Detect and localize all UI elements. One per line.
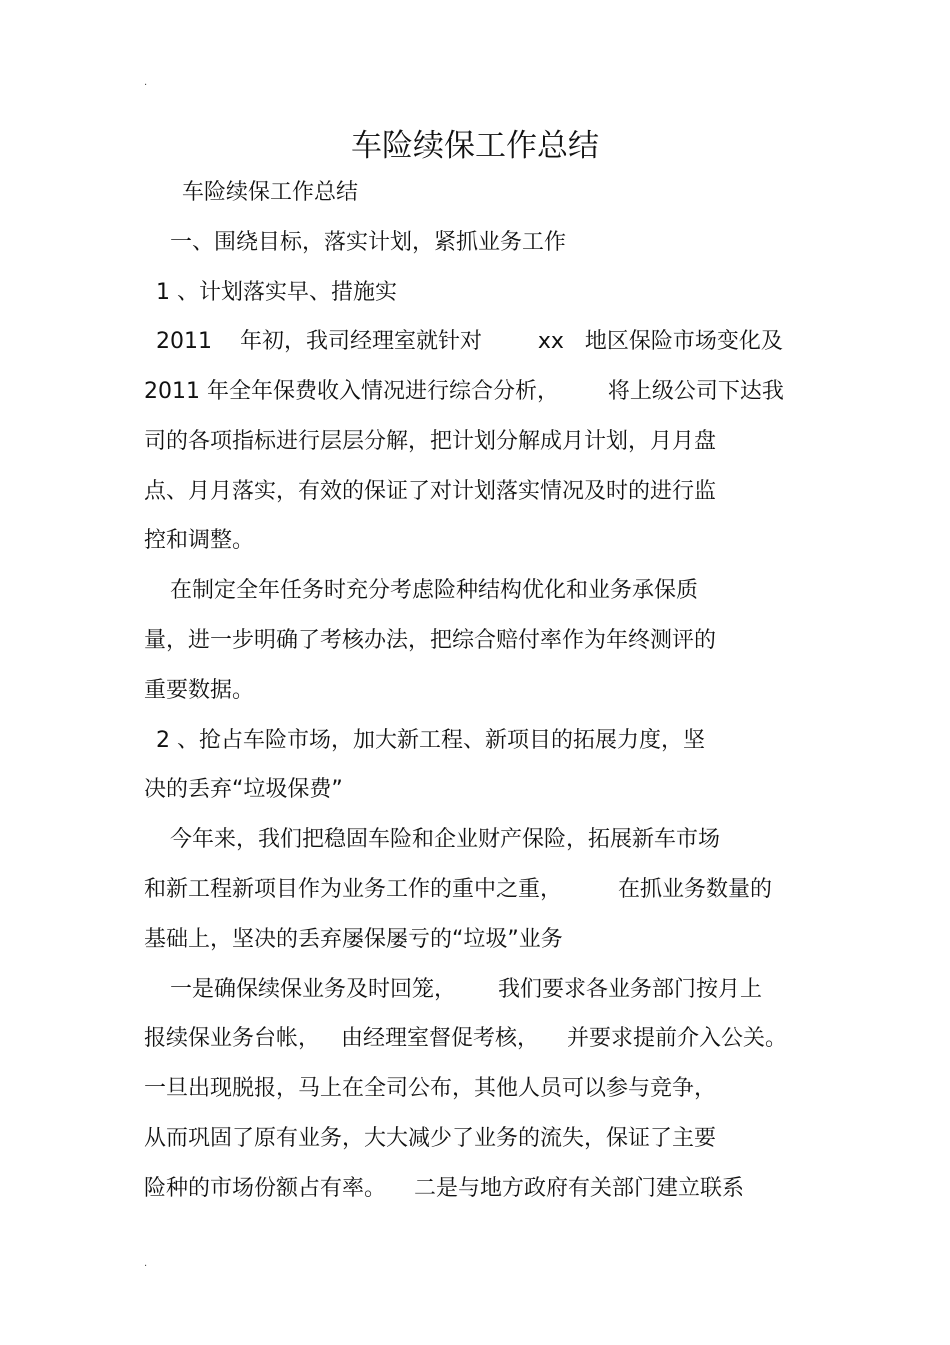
paragraph-line: 控和调整。 [144,528,255,553]
paragraph-line: 2011 年全年保费收入情况进行综合分析， 将上级公司下达我 [144,379,784,404]
paragraph-line: 基础上，坚决的丢弃屡保屡亏的“垃圾”业务 [144,927,563,952]
subheading-2-continued: 决的丢弃“垃圾保费” [144,777,343,802]
paragraph-line: 报续保业务台帐， 由经理室督促考核， 并要求提前介入公关。 [144,1026,787,1051]
subheading-2: 2 、抢占车险市场，加大新工程、新项目的拓展力度，坚 [156,728,705,753]
subheading-1: 1 、计划落实早、措施实 [156,280,397,305]
paragraph-line: 一是确保续保业务及时回笼， 我们要求各业务部门按月上 [170,977,762,1002]
paragraph-line: 从而巩固了原有业务，大大减少了业务的流失，保证了主要 [144,1126,717,1151]
paragraph-line: 重要数据。 [144,678,255,703]
paragraph-line: 在制定全年任务时充分考虑险种结构优化和业务承保质 [170,578,699,603]
paragraph-line: 险种的市场份额占有率。 二是与地方政府有关部门建立联系 [144,1176,744,1201]
paragraph-line: 和新工程新项目作为业务工作的重中之重， 在抓业务数量的 [144,877,772,902]
paragraph-line: 点、月月落实，有效的保证了对计划落实情况及时的进行监 [144,479,717,504]
bottom-page-mark: . [144,1258,148,1269]
paragraph-line: 一旦出现脱报，马上在全司公布，其他人员可以参与竞争， [144,1076,717,1101]
paragraph-line: 量，进一步明确了考核办法，把综合赔付率作为年终测评的 [144,628,717,653]
section-heading-1: 一、围绕目标，落实计划，紧抓业务工作 [170,230,567,255]
paragraph-line: 今年来，我们把稳固车险和企业财产保险，拓展新车市场 [170,827,721,852]
paragraph-line: 司的各项指标进行层层分解，把计划分解成月计划，月月盘 [144,429,717,454]
subtitle-line: 车险续保工作总结 [182,180,359,205]
paragraph-line: 2011 年初，我司经理室就针对 xx 地区保险市场变化及 [156,329,783,354]
top-page-mark: . [144,77,148,88]
document-title: 车险续保工作总结 [351,128,599,164]
